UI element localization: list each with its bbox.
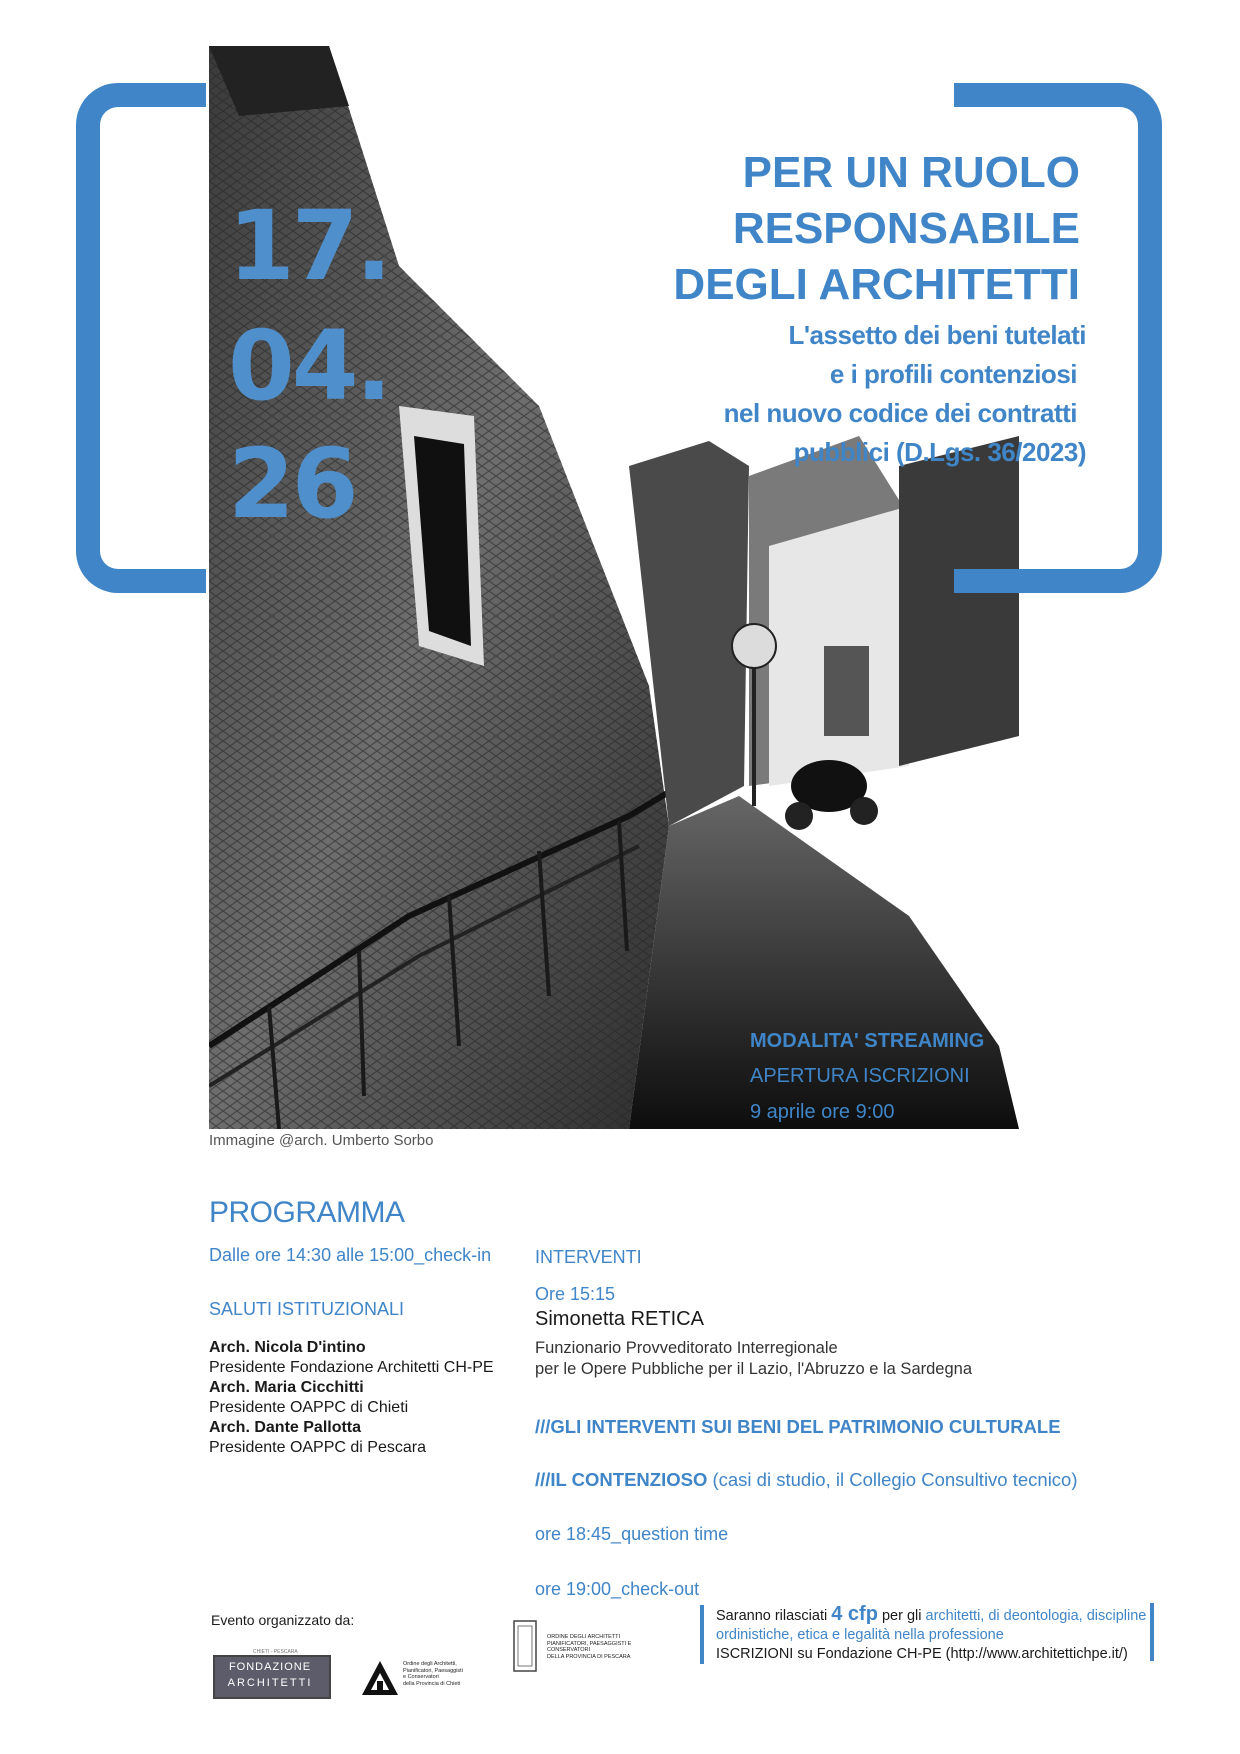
interventi-heading: INTERVENTI — [535, 1247, 642, 1267]
topic-contenzioso-bold: ///IL CONTENZIOSO — [535, 1469, 708, 1490]
saluti-list — [209, 1338, 529, 1458]
ordine-pescara-line: DELLA PROVINCIA DI PESCARA — [547, 1653, 631, 1660]
image-credit: Immagine @arch. Umberto Sorbo — [209, 1132, 434, 1149]
saluto-role: Presidente OAPPC di Pescara — [209, 1439, 426, 1456]
speaker-role-line-1: Funzionario Provveditorato Interregionale — [535, 1339, 838, 1357]
question-time: ore 18:45_question time — [535, 1524, 729, 1544]
saluto-name: Arch. Maria Cicchitti — [209, 1379, 364, 1396]
ordine-chieti-line: della Provincia di Chieti — [403, 1680, 461, 1687]
fondazione-logo — [213, 1649, 331, 1699]
programma-heading: PROGRAMMA — [209, 1196, 405, 1229]
saluti-heading: SALUTI ISTITUZIONALI — [209, 1299, 405, 1319]
frame-bracket-left — [76, 83, 206, 593]
logo1-bottom: ARCHITETTI — [227, 1677, 313, 1689]
ordine-chieti-logo — [360, 1655, 490, 1705]
speaker-name: Simonetta RETICA — [535, 1308, 704, 1330]
registration-open: APERTURA ISCRIZIONI — [750, 1065, 970, 1087]
streaming-mode: MODALITA' STREAMING — [750, 1030, 985, 1052]
title-line-3: DEGLI ARCHITETTI — [673, 260, 1080, 309]
cfp-note-bar — [1150, 1603, 1154, 1661]
ordine-chieti-icon — [360, 1659, 400, 1699]
speaker-role-line-2: per le Opere Pubbliche per il Lazio, l'Abruzzo e la Sardegna — [535, 1360, 972, 1378]
title-line-1: PER UN RUOLO — [742, 148, 1080, 197]
cfp-note — [700, 1605, 1166, 1664]
topic-contenzioso — [535, 1469, 1078, 1491]
ordine-pescara-line: ORDINE DEGLI ARCHITETTI — [547, 1634, 621, 1640]
checkin-time: Dalle ore 14:30 alle 15:00_check-in — [209, 1245, 492, 1265]
cfp-mid: per gli — [877, 1608, 926, 1624]
ordine-pescara-text — [547, 1634, 631, 1660]
saluto-role: Presidente OAPPC di Chieti — [209, 1399, 409, 1416]
subtitle-line-2: e i profili contenziosi — [829, 359, 1077, 389]
saluto-name: Arch. Dante Pallotta — [209, 1419, 362, 1436]
ordine-chieti-line: e Conservatori — [403, 1674, 439, 1680]
cfp-pre: Saranno rilasciati — [716, 1608, 832, 1624]
checkout-time: ore 19:00_check-out — [535, 1579, 700, 1599]
ordine-chieti-text — [403, 1661, 463, 1687]
ordine-chieti-line: Pianificatori, Paesaggisti — [403, 1667, 463, 1674]
ordine-pescara-line: PIANIFICATORI, PAESAGGISTI E — [547, 1640, 632, 1647]
title-line-2: RESPONSABILE — [732, 204, 1080, 253]
cfp-target: architetti, di deontologia, discipline ordinistiche, etica e legalità nella professione — [716, 1608, 1147, 1643]
subtitle-line-3: nel nuovo codice dei contratti — [723, 398, 1077, 428]
date-day: 17. — [228, 190, 390, 302]
saluto-name: Arch. Nicola D'intino — [209, 1339, 366, 1356]
saluto-role: Presidente Fondazione Architetti CH-PE — [209, 1359, 494, 1376]
speaker-role — [535, 1338, 972, 1380]
subtitle-line-4: pubblici (D.Lgs. 36/2023) — [793, 437, 1086, 467]
topic-contenzioso-detail: (casi di studio, il Collegio Consultivo tecnico) — [707, 1469, 1078, 1490]
date-year: 26 — [228, 428, 356, 540]
ordine-pescara-icon — [513, 1620, 537, 1672]
ordine-pescara-logo — [513, 1620, 663, 1710]
ordine-chieti-line: Ordine degli Architetti, — [403, 1661, 457, 1667]
cfp-value: 4 cfp — [831, 1603, 878, 1625]
organized-by: Evento organizzato da: — [211, 1612, 355, 1628]
registration-date: 9 aprile ore 9:00 — [750, 1101, 895, 1123]
subtitle-line-1: L'assetto dei beni tutelati — [788, 320, 1086, 350]
topic-patrimonio: ///GLI INTERVENTI SUI BENI DEL PATRIMONIO CULTURALE — [535, 1416, 1061, 1437]
ordine-pescara-line: CONSERVATORI — [547, 1647, 590, 1653]
iscrizioni-link[interactable]: ISCRIZIONI su Fondazione CH-PE (http://www.architettichpe.it/) — [716, 1646, 1128, 1662]
date-month: 04. — [228, 310, 390, 422]
intervento-time: Ore 15:15 — [535, 1284, 616, 1304]
logo1-top: FONDAZIONE — [228, 1661, 312, 1673]
logo1-small: CHIETI - PESCARA — [253, 1649, 298, 1655]
